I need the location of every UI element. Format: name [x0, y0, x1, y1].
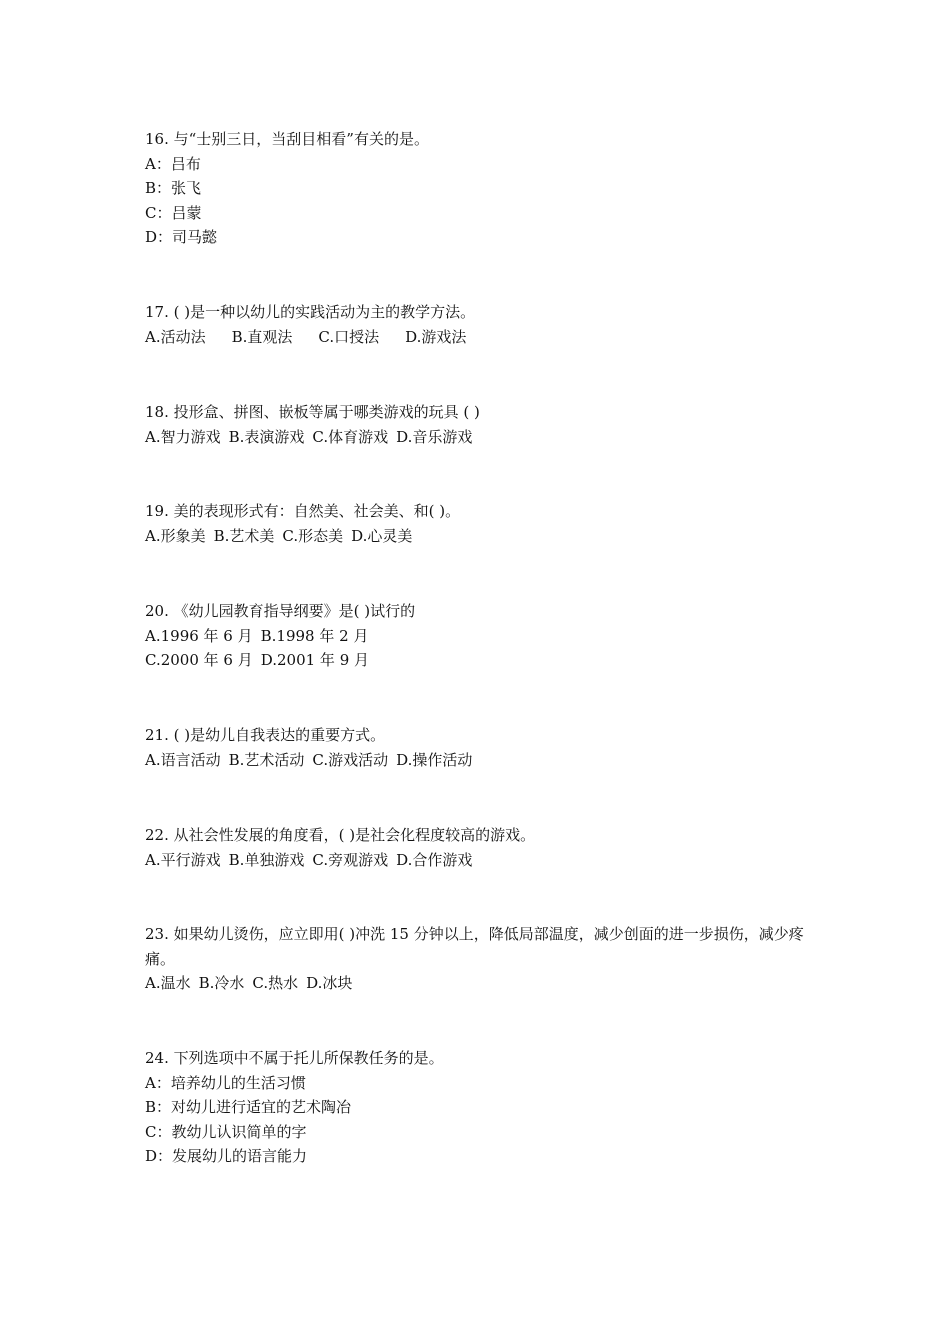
- option-b: B.艺术活动: [228, 750, 305, 769]
- options-row: [145, 624, 825, 649]
- question-stem: 23. 如果幼儿烫伤，应立即用( )冲洗 15 分钟以上，降低局部温度，减少创面的进一步损伤，减少疼痛。: [145, 925, 804, 968]
- options-row: [145, 325, 825, 350]
- options-row: [145, 971, 825, 996]
- option-c: C.旁观游戏: [312, 850, 389, 869]
- option-a: A：吕布: [145, 154, 201, 173]
- option-d: D：发展幼儿的语言能力: [145, 1147, 308, 1165]
- option-b: B：张飞: [145, 179, 202, 197]
- option-b: B.表演游戏: [228, 427, 305, 446]
- option-d: D.心灵美: [351, 526, 413, 545]
- question-stem: 18. 投形盒、拼图、嵌板等属于哪类游戏的玩具 ( ): [145, 403, 480, 421]
- option-a: A.平行游戏: [145, 850, 221, 869]
- option-a: A.1996 年 6 月: [145, 626, 253, 645]
- option-d: D.冰块: [306, 974, 353, 992]
- option-a: A.语言活动: [145, 750, 221, 769]
- option-c: C：教幼儿认识简单的字: [145, 1122, 307, 1141]
- option-d: D.操作活动: [396, 750, 473, 769]
- question-24: [145, 1046, 825, 1169]
- question-stem: 16. 与“士别三日，当刮目相看”有关的是。: [145, 130, 429, 148]
- option-c: C.热水: [252, 974, 299, 992]
- question-stem: 21. ( )是幼儿自我表达的重要方式。: [145, 726, 386, 744]
- options-row: [145, 748, 825, 773]
- option-c: C.形态美: [282, 526, 344, 545]
- options-row: [145, 524, 825, 549]
- question-22: [145, 823, 825, 872]
- option-c: C.2000 年 6 月: [145, 651, 253, 669]
- question-20: [145, 599, 825, 673]
- question-21: [145, 723, 825, 772]
- option-c: C.体育游戏: [312, 427, 389, 446]
- options-row: [145, 648, 825, 673]
- options-row: [145, 425, 825, 450]
- question-stem: 17. ( )是一种以幼儿的实践活动为主的教学方法。: [145, 303, 476, 321]
- option-c: C：吕蒙: [145, 203, 202, 222]
- option-b: B.艺术美: [213, 526, 275, 545]
- option-d: D.游戏法: [405, 327, 467, 346]
- question-23: [145, 922, 825, 996]
- question-19: [145, 499, 825, 548]
- option-b: B.直观法: [231, 327, 293, 346]
- question-18: [145, 400, 825, 449]
- option-c: C.游戏活动: [312, 750, 389, 769]
- option-d: D：司马懿: [145, 228, 218, 246]
- question-16: [145, 127, 825, 250]
- option-c: C.口授法: [318, 327, 380, 346]
- option-d: D.合作游戏: [396, 850, 473, 869]
- options-row: [145, 848, 825, 873]
- question-17: [145, 300, 825, 349]
- option-d: D.音乐游戏: [396, 427, 473, 446]
- option-a: A.活动法: [145, 327, 206, 346]
- question-stem: 24. 下列选项中不属于托儿所保教任务的是。: [145, 1049, 444, 1067]
- option-b: B.冷水: [198, 974, 245, 992]
- option-b: B.单独游戏: [228, 850, 305, 869]
- option-a: A.形象美: [145, 526, 206, 545]
- option-b: B：对幼儿进行适宜的艺术陶冶: [145, 1098, 352, 1116]
- option-a: A.温水: [145, 974, 191, 992]
- option-a: A.智力游戏: [145, 427, 221, 446]
- question-stem: 19. 美的表现形式有：自然美、社会美、和( )。: [145, 502, 461, 520]
- option-b: B.1998 年 2 月: [260, 626, 369, 645]
- option-a: A：培养幼儿的生活习惯: [145, 1073, 306, 1092]
- option-d: D.2001 年 9 月: [260, 651, 370, 669]
- question-stem: 20. 《幼儿园教育指导纲要》是( )试行的: [145, 602, 416, 620]
- question-stem: 22. 从社会性发展的角度看，( )是社会化程度较高的游戏。: [145, 826, 536, 844]
